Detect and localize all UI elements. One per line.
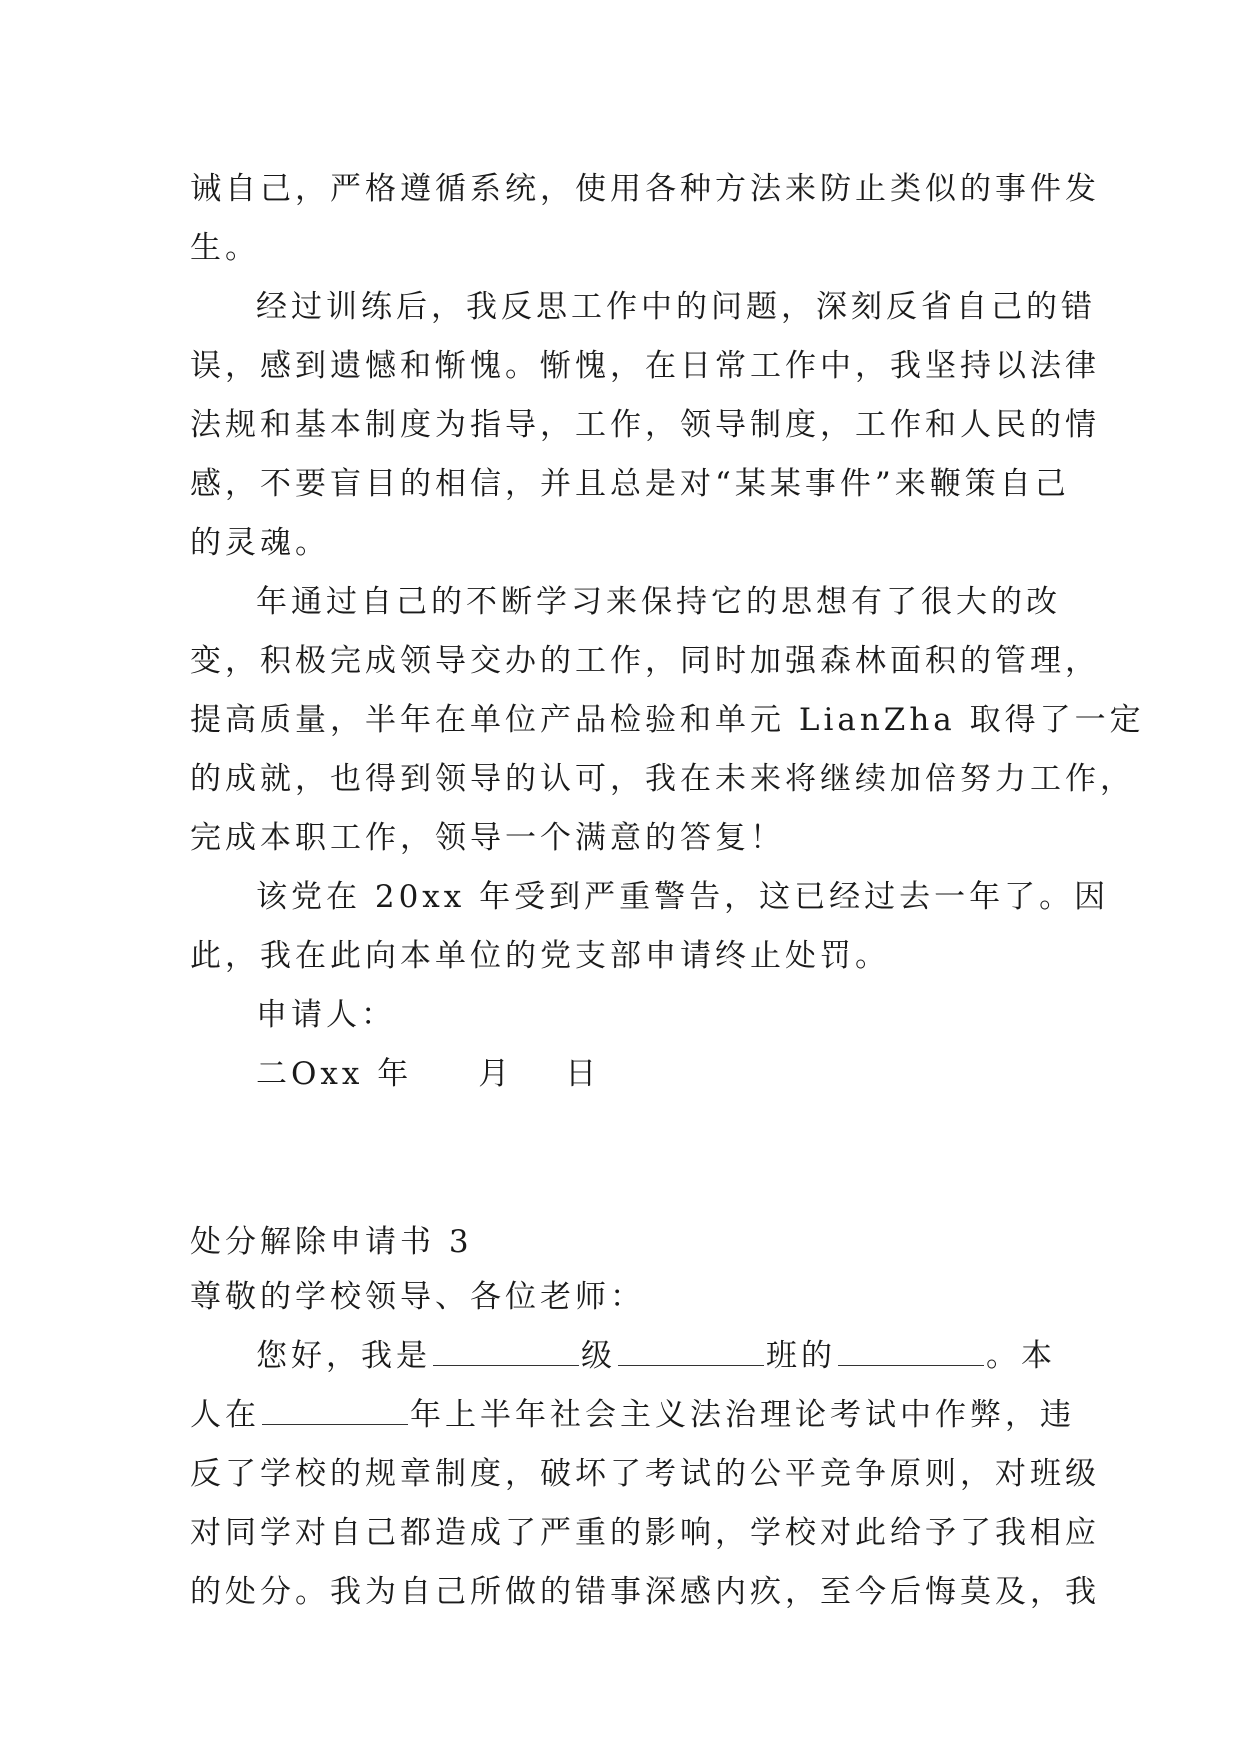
text-line: 的灵魂。 [190,525,330,561]
text-line [190,1327,1060,1386]
blank-year[interactable] [262,1394,408,1425]
blank-grade[interactable] [433,1335,579,1366]
date-month: 月 [478,1056,514,1092]
text-line: 生。 [190,230,260,266]
text-line: 感，不要盲目的相信，并且总是对“某某事件”来鞭策自己 [190,466,1070,502]
text-line: 反了学校的规章制度，破坏了考试的公平竞争原则，对班级 [190,1456,1100,1492]
text-line: 的处分。我为自己所做的错事深感内疚，至今后悔莫及，我 [190,1574,1100,1610]
text-line: 此，我在此向本单位的党支部申请终止处罚。 [190,938,890,974]
signature-date [190,1045,1060,1104]
text-line: 提高质量，半年在单位产品检验和单元 LianZha 取得了一定 [190,702,1145,738]
salutation: 尊敬的学校领导、各位老师： [190,1279,645,1315]
text-fragment: 您好，我是 [256,1338,431,1374]
section-title: 处分解除申请书 3 [190,1224,473,1260]
document-page [190,160,1145,1622]
blank-name[interactable] [838,1335,984,1366]
date-day: 日 [565,1056,601,1092]
text-line: 年通过自己的不断学习来保持它的思想有了很大的改 [256,584,1061,620]
text-line: 诫自己，严格遵循系统，使用各种方法来防止类似的事件发 [190,171,1100,207]
text-fragment: 人在 [190,1397,260,1433]
text-fragment: 。本 [986,1338,1056,1374]
blank-class[interactable] [618,1335,764,1366]
text-line: 对同学对自己都造成了严重的影响，学校对此给予了我相应 [190,1515,1100,1551]
date-year: 二Oxx 年 [256,1056,413,1092]
text-line: 法规和基本制度为指导，工作，领导制度，工作和人民的情 [190,407,1100,443]
text-fragment: 年上半年社会主义法治理论考试中作弊，违 [410,1397,1075,1433]
text-fragment: 级 [581,1338,616,1374]
text-line: 完成本职工作，领导一个满意的答复！ [190,820,785,856]
text-line: 变，积极完成领导交办的工作，同时加强森林面积的管理， [190,643,1100,679]
text-line: 该党在 20xx 年受到严重警告，这已经过去一年了。因 [256,879,1110,915]
text-line: 的成就，也得到领导的认可，我在未来将继续加倍努力工作， [190,761,1135,797]
text-line: 经过训练后，我反思工作中的问题，深刻反省自己的错 [256,289,1096,325]
signature-label: 申请人： [256,997,396,1033]
text-line: 误，感到遗憾和惭愧。惭愧，在日常工作中，我坚持以法律 [190,348,1100,384]
text-fragment: 班的 [766,1338,836,1374]
text-line [190,1386,1075,1445]
